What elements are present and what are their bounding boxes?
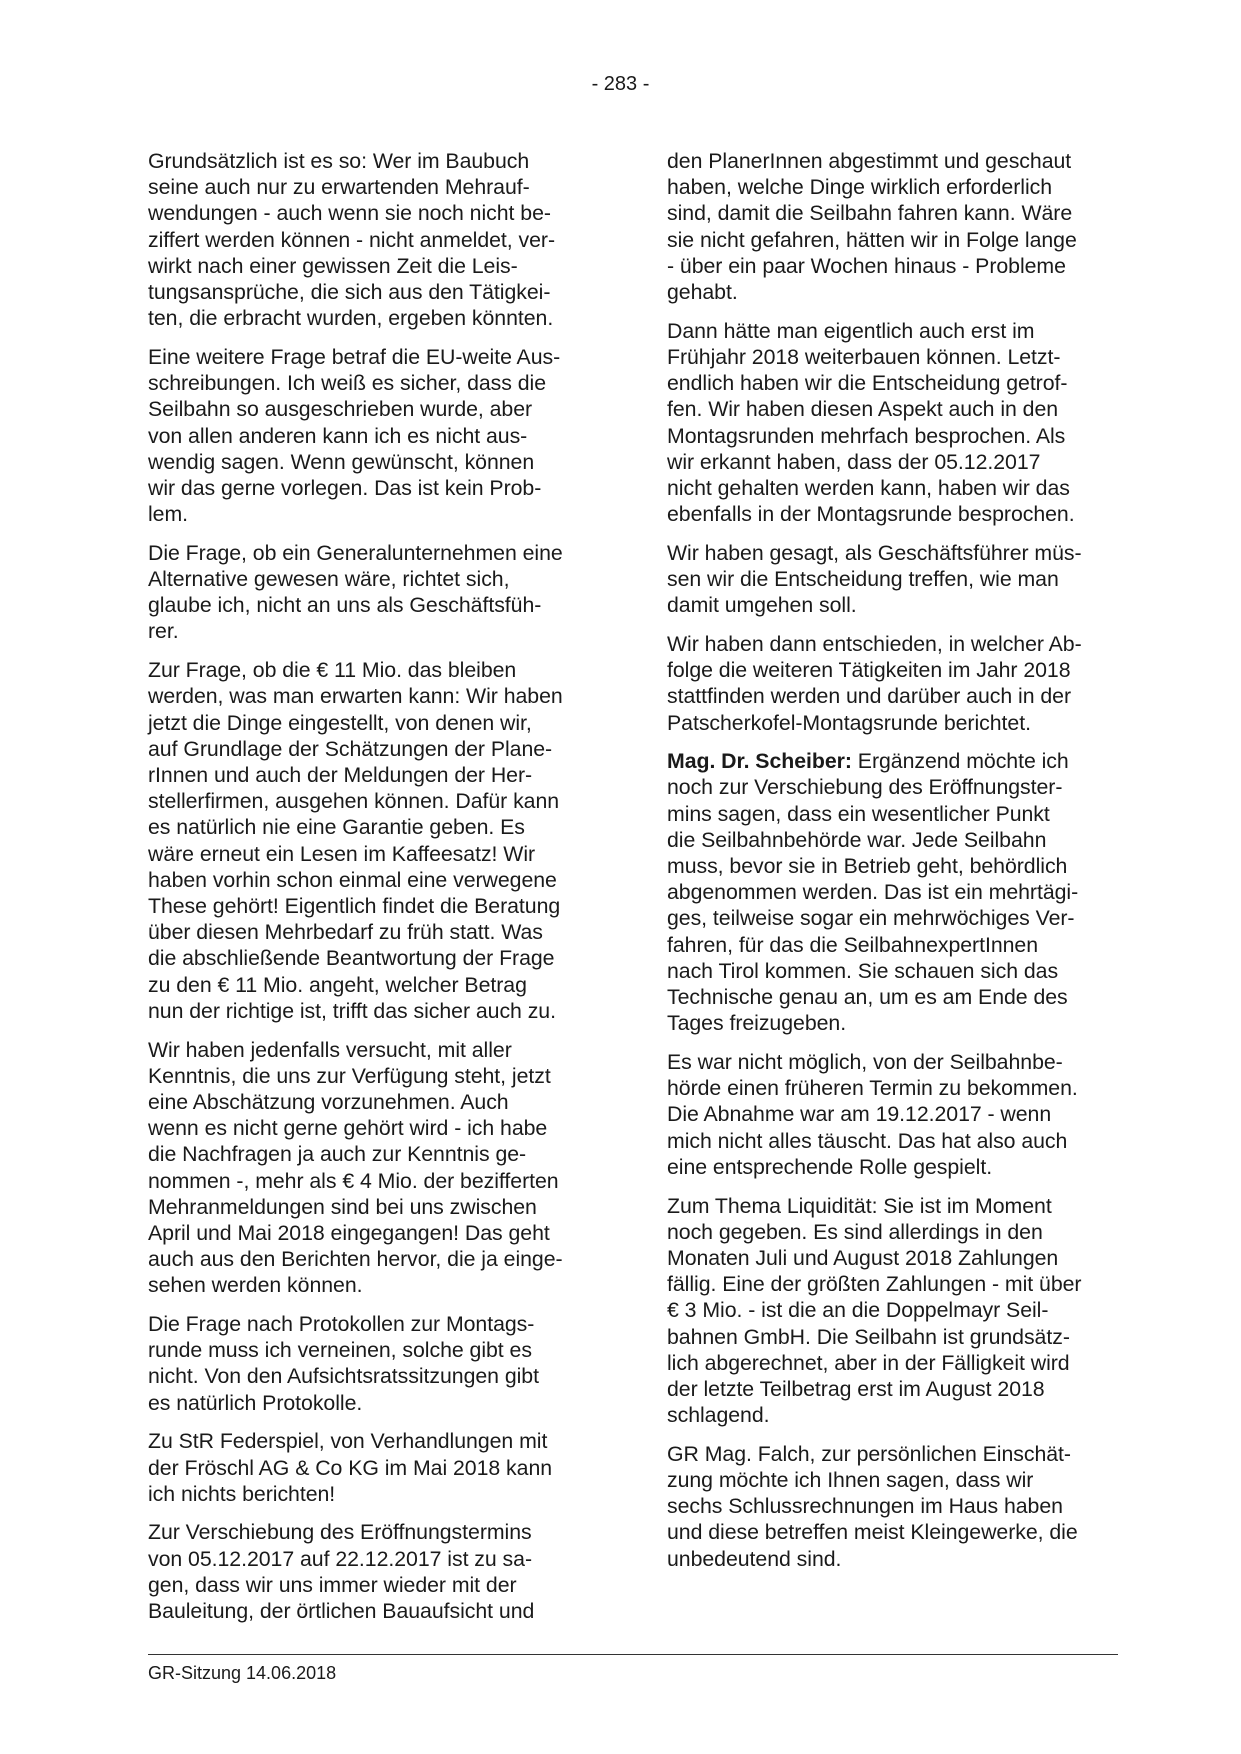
speaker-paragraph [667, 748, 1112, 1036]
paragraph: Zum Thema Liquidität: Sie ist im Moment noch gegeben. Es sind allerdings in den Monaten Juli und August 2018 Zahlungen fällig. Eine der größten Zahlungen - mit über € 3 Mio. - ist die an die Doppelmayr Seil- bahnen GmbH. Die Seilbahn ist grundsätz- lich abgerechnet, aber in der Fälligkeit wird der letzte Teilbetrag erst im August 2018 schlagend. [667, 1193, 1082, 1428]
paragraph: Dann hätte man eigentlich auch erst im Frühjahr 2018 weiterbauen können. Letzt- endlich haben wir die Entscheidung getrof- fen. Wir haben diesen Aspekt auch in den Montagsrunden mehrfach besprochen. Als wir erkannt haben, dass der 05.12.2017 nicht gehalten werden kann, haben wir das ebenfalls in der Montagsrunde besprochen. [667, 318, 1075, 527]
paragraph: Zur Verschiebung des Eröffnungstermins von 05.12.2017 auf 22.12.2017 ist zu sa- gen, dass wir uns immer wieder mit der Bauleitung, der örtlichen Bauaufsicht und [148, 1520, 535, 1624]
page-number: - 283 - [591, 73, 650, 95]
paragraph: Wir haben dann entschieden, in welcher Ab- folge die weiteren Tätigkeiten im Jahr 2018 stattfinden werden und darüber auch in der Patscherkofel-Montagsrunde berichtet. [667, 631, 1082, 735]
paragraph: Wir haben jedenfalls versucht, mit aller Kenntnis, die uns zur Verfügung steht, jetzt eine Abschätzung vorzunehmen. Auch wenn es nicht gerne gehört wird - ich habe die Nachfragen ja auch zur Kenntnis ge- nommen -, mehr als € 4 Mio. der bezifferten Mehranmeldungen sind bei uns zwischen April und Mai 2018 eingegangen! Das geht auch aus den Berichten hervor, die ja einge- sehen werden können. [148, 1037, 563, 1298]
paragraph: Die Frage, ob ein Generalunternehmen eine Alternative gewesen wäre, richtet sich, glaube ich, nicht an uns als Geschäftsfüh- rer. [148, 540, 563, 644]
left-column [148, 148, 593, 1637]
right-column [667, 148, 1112, 1584]
paragraph: Zu StR Federspiel, von Verhandlungen mit der Fröschl AG & Co KG im Mai 2018 kann ich nichts berichten! [148, 1429, 553, 1506]
paragraph: Grundsätzlich ist es so: Wer im Baubuch seine auch nur zu erwartenden Mehrauf- wendungen - auch wenn sie noch nicht be- ziffert werden können - nicht anmeldet, ver- wirkt nach einer gewissen Zeit die Leis- tungsansprüche, die sich aus den Tätigkei- ten, die erbracht wurden, ergeben könnten. [148, 149, 555, 331]
paragraph: Es war nicht möglich, von der Seilbahnbe- hörde einen früheren Termin zu bekommen. Die Abnahme war am 19.12.2017 - wenn mich nicht alles täuscht. Das hat also auch eine entsprechende Rolle gespielt. [667, 1050, 1078, 1179]
paragraph: Zur Frage, ob die € 11 Mio. das bleiben werden, was man erwarten kann: Wir haben jetzt die Dinge eingestellt, von denen wir, auf Grundlage der Schätzungen der Plane- rInnen und auch der Meldungen der Her- stellerfirmen, ausgehen können. Dafür kann es natürlich nie eine Garantie geben. Es wäre erneut ein Lesen im Kaffeesatz! Wir haben vorhin schon einmal eine verwegene These gehört! Eigentlich findet die Beratung über diesen Mehrbedarf zu früh statt. Was die abschließende Beantwortung der Frage zu den € 11 Mio. angeht, welcher Betrag nun der richtige ist, trifft das sicher auch zu. [148, 658, 563, 1023]
footer-divider [148, 1654, 1118, 1655]
footer-text: GR-Sitzung 14.06.2018 [148, 1663, 337, 1683]
speaker-name: Mag. Dr. Scheiber: [667, 749, 852, 774]
speaker-text: Ergänzend möchte ich noch zur Verschiebung des Eröffnungster- mins sagen, dass ein wesentlicher Punkt die Seilbahnbehörde war. Jede Seilbahn muss, bevor sie in Betrieb geht, behördlich abgenommen werden. Das ist ein mehrtägi- ges, teilweise sogar ein mehrwöchiges Ver- fahren, für das die SeilbahnexpertInnen nach Tirol kommen. Sie schauen sich das Technische genau an, um es am Ende des Tages freizugeben. [667, 749, 1079, 1036]
paragraph: Eine weitere Frage betraf die EU-weite Aus- schreibungen. Ich weiß es sicher, dass die Seilbahn so ausgeschrieben wurde, aber von allen anderen kann ich es nicht aus- wendig sagen. Wenn gewünscht, können wir das gerne vorlegen. Das ist kein Prob- lem. [148, 344, 561, 527]
paragraph: Die Frage nach Protokollen zur Montags- runde muss ich verneinen, solche gibt es nicht. Von den Aufsichtsratssitzungen gibt es natürlich Protokolle. [148, 1312, 539, 1415]
paragraph: GR Mag. Falch, zur persönlichen Einschät- zung möchte ich Ihnen sagen, dass wir sechs Schlussrechnungen im Haus haben und diese betreffen meist Kleingewerke, die unbedeutend sind. [667, 1441, 1078, 1571]
paragraph: Wir haben gesagt, als Geschäftsführer müs- sen wir die Entscheidung treffen, wie man damit umgehen soll. [667, 540, 1082, 618]
paragraph: den PlanerInnen abgestimmt und geschaut haben, welche Dinge wirklich erforderlich sind, damit die Seilbahn fahren kann. Wäre sie nicht gefahren, hätten wir in Folge lange - über ein paar Wochen hinaus - Probleme gehabt. [667, 149, 1077, 305]
